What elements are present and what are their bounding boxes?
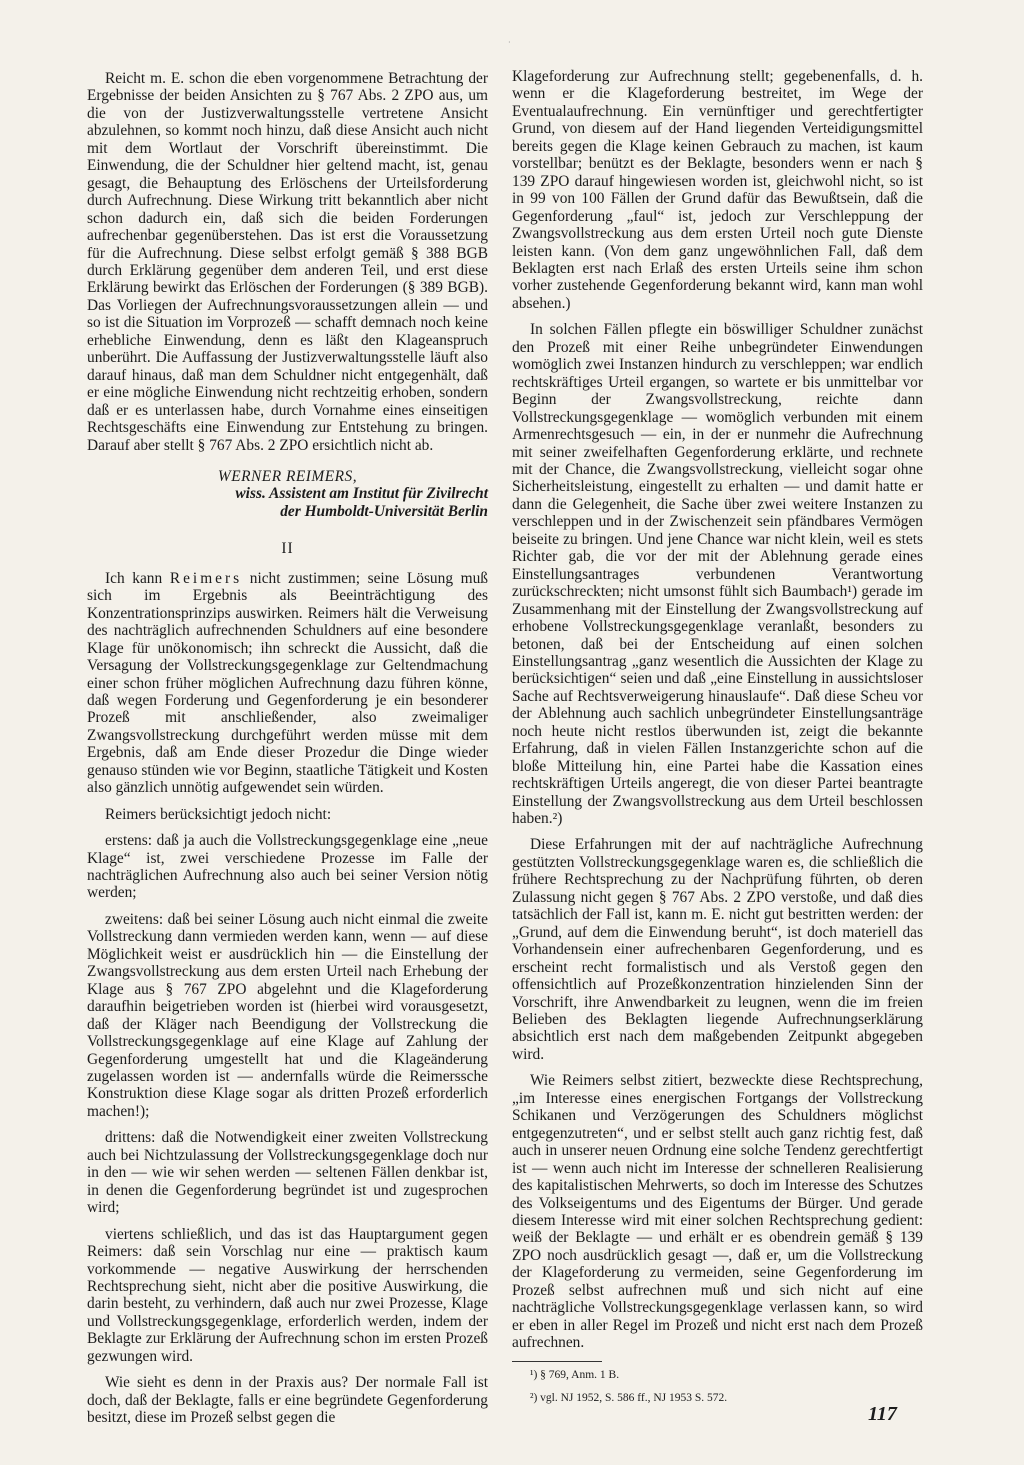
- paragraph: [87, 570, 488, 797]
- page-number: 117: [868, 1403, 897, 1425]
- paragraph: Wie Reimers selbst zitiert, bezweckte diese Rechtsprechung, „im Interesse eines energischen Fortgangs der Vollstreckung Schikanen und Verzögerungen des Schuldners möglichst entgegenzutreten“, und er selbst stellt auch ganz richtig fest, daß auch in unserer neuen Ordnung eine solche Tendenz gerechtfertigt ist — wenn auch nicht im Interesse der schnelleren Realisierung des kapitalistischen Mehrwerts, so doch im Interesse des Schutzes des Volkseigentums und des Eigentums der Bürger. Und gerade diesem Interesse wird mit einer solchen Rechtsprechung gedient: weiß der Beklagte — und erhält er es obendrein gemäß § 139 ZPO noch ausdrücklich gesagt —, daß er, um die Vollstreckung der Klageforderung zu vermeiden, seine Gegenforderung im Prozeß selbst aufrechnen muß und sich nicht auf eine nachträgliche Vollstreckungsgegenklage verlassen kann, so wird er eben in aller Regel im Prozeß und nicht erst nach dem Prozeß aufrechnen.: [512, 1072, 923, 1352]
- paragraph: erstens: daß ja auch die Vollstreckungsgegenklage eine „neue Klage“ ist, zwei verschiedene Prozesse im Falle der nachträglichen Aufrechnung also auch bei seiner Version nötig werden;: [87, 832, 488, 902]
- scan-mark: ·: [508, 38, 511, 47]
- paragraph: Reicht m. E. schon die eben vorgenommene Betrachtung der Ergebnisse der beiden Ansichten zu § 767 Abs. 2 ZPO aus, um die von der Justizverwaltungsstelle vertretene Ansicht abzulehnen, so kommt noch hinzu, daß diese Ansicht auch nicht mit dem Wortlaut der Vorschrift übereinstimmt. Die Einwendung, die der Schuldner hier geltend macht, ist, genau gesagt, die Behauptung des Erlöschens der Urteilsforderung durch Aufrechnung. Diese Wirkung tritt bekanntlich aber nicht schon dadurch ein, daß sich die beiden Forderungen aufrechenbar gegenüberstehen. Das ist erst die Voraussetzung für die Aufrechnung. Diese selbst erfolgt gemäß § 388 BGB durch Erklärung gegenüber dem anderen Teil, und erst diese Erklärung bewirkt das Erlöschen der Forderungen (§ 389 BGB). Das Vorliegen der Aufrechnungsvoraussetzungen allein — und so ist die Situation im Vorprozeß — schafft demnach noch keine erhebliche Einwendung, denn es läßt den Klageanspruch unberührt. Die Auffassung der Justizverwaltungsstelle läuft also darauf hinaus, daß man dem Schuldner nicht entgegenhält, daß er eine mögliche Einwendung nicht rechtzeitig erhoben, sondern daß er es unterlassen habe, durch Vornahme eines einseitigen Rechtsgeschäfts eine Einwendung zur Entstehung zu bringen. Darauf aber stellt § 767 Abs. 2 ZPO ersichtlich nicht ab.: [87, 70, 488, 454]
- paragraph: Wie sieht es denn in der Praxis aus? Der normale Fall ist doch, daß der Beklagte, falls er eine begründete Gegenforderung besitzt, diese im Prozeß selbst gegen die: [87, 1374, 488, 1427]
- paragraph: zweitens: daß bei seiner Lösung auch nicht einmal die zweite Vollstreckung dann vermieden werden kann, wenn — auf diese Möglichkeit weist er ausdrücklich hin — die Einstellung der Zwangsvollstreckung aus dem ersten Urteil nach Erhebung der Klage aus § 767 ZPO abgelehnt und die Klageforderung daraufhin beigetrieben worden ist (hierbei wird vorausgesetzt, daß der Kläger nach Beendigung der Vollstreckung die Vollstreckungsgegenklage auf eine Klage auf Zahlung der Gegenforderung umgestellt hat und die Klageänderung zugelassen worden ist — andernfalls würde die Reimerssche Konstruktion diese Klage sogar als dritten Prozeß erforderlich machen!);: [87, 910, 488, 1120]
- paragraph: drittens: daß die Notwendigkeit einer zweiten Vollstreckung auch bei Nichtzulassung der Vollstreckungsgegenklage doch nur in den — wie wir sehen werden — seltenen Fällen denkbar ist, in denen die Gegenforderung begründet ist und zugesprochen wird;: [87, 1129, 488, 1217]
- author-name: WERNER REIMERS,: [217, 467, 358, 485]
- paragraph: Klageforderung zur Aufrechnung stellt; gegebenenfalls, d. h. wenn er die Klageforderung bestreitet, im Wege der Eventualaufrechnung. Ein vernünftiger und gerechtfertigter Grund, von diesem auf der Hand liegenden Verteidigungsmittel bereits gegen die Klage keinen Gebrauch zu machen, ist kaum vorstellbar; benützt es der Beklagte, besonders wenn er nach § 139 ZPO darauf hingewiesen worden ist, gleichwohl nicht, so ist in 99 von 100 Fällen der Grund dafür das Bewußtsein, daß die Gegenforderung „faul“ ist, jedoch zur Verschleppung der Zwangsvollstreckung aus dem ersten Urteil noch gute Dienste leisten kann. (Von dem ganz ungewöhnlichen Fall, daß dem Beklagten erst nach Erlaß des ersten Urteils seine ihm schon vorher zustehende Gegenforderung bekannt wird, kann man wohl absehen.): [512, 68, 923, 312]
- paragraph: Reimers berücksichtigt jedoch nicht:: [105, 805, 332, 823]
- text: Ich kann: [105, 569, 170, 587]
- footnote-divider: [512, 1361, 602, 1362]
- author-affiliation: wiss. Assistent am Institut für Zivilrecht: [235, 485, 488, 503]
- section-heading: II: [281, 540, 294, 558]
- paragraph: Diese Erfahrungen mit der auf nachträgliche Aufrechnung gestützten Vollstreckungsgegenklage waren es, die schließlich die frühere Rechtsprechung zu der Nachprüfung führten, ob deren Zulassung nicht gegen § 767 Abs. 2 ZPO verstoße, und daß dies tatsächlich der Fall ist, kann m. E. nicht gut bestritten werden: der „Grund, auf dem die Einwendung beruht“, ist doch materiell das Vorhandensein einer aufrechenbaren Gegenforderung, und es erscheint recht formalistisch und als Verstoß gegen den offensichtlich auf Prozeßkonzentration hinzielenden Sinn der Vorschrift, ihre Anwendbarkeit zu leugnen, wenn die im freien Belieben des Beklagten liegende Aufrechnungserklärung absichtlich erst nach dem maßgebenden Zeitpunkt abgegeben wird.: [512, 836, 923, 1063]
- text: nicht zustimmen; seine Lösung muß sich im Ergebnis als Beeinträchtigung des Konzentrationsprinzips auswirken. Reimers hält die Verweisung des nachträglich aufrechnenden Schuldners auf eine besondere Klage für unökonomisch; ihn schreckt die Aussicht, daß die Versagung der Vollstreckungsgegenklage zur Geltendmachung einer schon früher möglichen Aufrechnung dazu führen könne, daß wegen Forderung und Gegenforderung je ein besonderer Prozeß mit anschließender, also zweimaliger Zwangsvollstreckung durchgeführt werden müsse mit dem Ergebnis, daß am Ende dieser Prozedur die Dinge wieder genauso stünden wie vor Beginn, staatliche Tätigkeit und Kosten also gänzlich unnötig aufgewendet sein würden.: [87, 569, 489, 797]
- author-signature: [87, 468, 488, 520]
- footnote: ²) vgl. NJ 1952, S. 586 ff., NJ 1953 S. 572.: [530, 1391, 728, 1404]
- paragraph: In solchen Fällen pflegte ein böswilliger Schuldner zunächst den Prozeß mit einer Reihe unbegründeter Einwendungen womöglich zwei Instanzen hindurch zu verschleppen; war endlich rechtskräftiges Urteil ergangen, so wartete er bis unmittelbar vor Beginn der Zwangsvollstreckung, reichte dann Vollstreckungsgegenklage — womöglich verbunden mit einem Armenrechtsgesuch — ein, in der er nunmehr die Aufrechnung mit seiner zweifelhaften Gegenforderung erklärte, und rechnete mit der Chance, die Zwangsvollstreckung, vielleicht sogar ohne Sicherheitsleistung, eingestellt zu erhalten — und damit hatte er dann die Gelegenheit, die Sache über zwei weitere Instanzen zu verschleppen und in der Zwischenzeit sein pfändbares Vermögen beiseite zu bringen. Und jene Chance war nicht klein, weil es stets Richter gab, die vor der mit der Ablehnung gerade eines Einstellungsantrages verbundenen Verantwortung zurückschreckten; nicht umsonst fühlt sich Baumbach¹) gerade im Zusammenhang mit der Einstellung der Zwangsvollstreckung auf erhobene Vollstreckungsgegenklage veranlaßt, besonders zu betonen, daß bei der Entscheidung auf einen solchen Einstellungsantrag „ganz wesentlich die Aussichten der Klage zu berücksichtigen“ seien und daß „eine Einstellung in aussichtsloser Sache auf Rechtsverweigerung hinauslaufe“. Daß diese Scheu vor der Ablehnung auch sachlich unbegründeter Einstellungsanträge noch heute nicht restlos überwunden ist, zeigt die bekannte Erfahrung, daß in vielen Fällen Instanzgerichte schon auf die bloße Mitteilung hin, eine Partei habe die Kassation eines rechtskräftigen Urteils angeregt, die von dieser Partei beantragte Einstellung der Zwangsvollstreckung aus dem Urteil beschlossen haben.²): [512, 321, 923, 828]
- left-column: [87, 70, 488, 1436]
- footnote: ¹) § 769, Anm. 1 B.: [530, 1368, 620, 1381]
- author-affiliation: der Humboldt-Universität Berlin: [280, 502, 488, 520]
- right-column: [512, 68, 923, 1414]
- paragraph: viertens schließlich, und das ist das Hauptargument gegen Reimers: daß sein Vorschlag nur eine — praktisch kaum vorkommende — negative Auswirkung der herrschenden Rechtsprechung sieht, nicht aber die positive Auswirkung, die darin besteht, zu verhindern, daß auch nur zwei Prozesse, Klage und Vollstreckungsgegenklage, erforderlich werden, indem der Beklagte zur Erklärung der Aufrechnung schon im ersten Prozeß gezwungen wird.: [87, 1225, 488, 1365]
- spaced-name: Reimers: [169, 569, 243, 587]
